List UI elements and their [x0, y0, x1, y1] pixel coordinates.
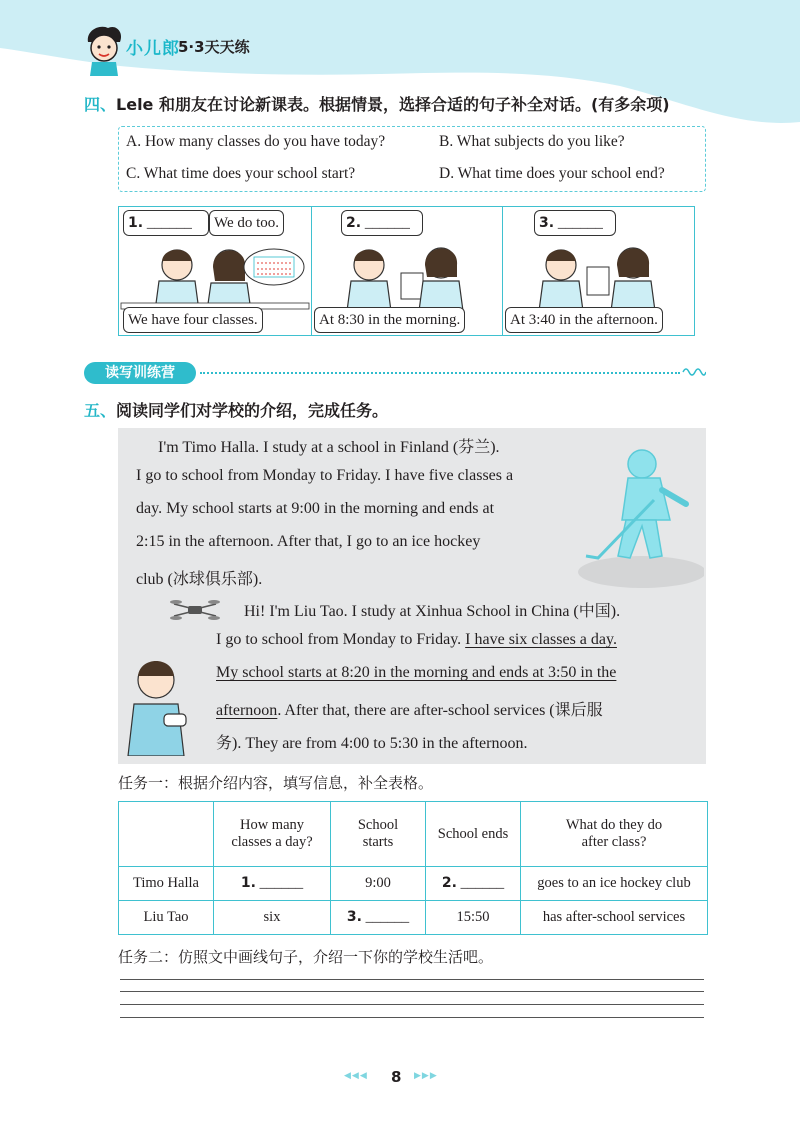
table-header-row	[119, 802, 708, 867]
task1-instruction: 任务一：根据介绍内容，填写信息，补全表格。	[118, 774, 434, 792]
row-starts: 9:00	[331, 867, 426, 901]
table-row	[119, 867, 708, 901]
page-number: 8	[391, 1068, 402, 1086]
panel3-question-bubble: 3. ______	[534, 210, 616, 236]
option-d: D. What time does your school end?	[439, 165, 665, 182]
section5-heading	[84, 398, 388, 421]
row-name: Liu Tao	[119, 901, 214, 935]
underlined-sentence: I have six classes a day.	[465, 631, 617, 648]
panel1-characters	[121, 249, 309, 311]
section5-number: 五、	[84, 401, 117, 420]
reading-passage	[118, 428, 706, 764]
row-classes: six	[214, 901, 331, 935]
blank-1[interactable]: 1. ______	[214, 867, 331, 901]
brand-name: 小儿郎	[126, 39, 180, 59]
table-header-empty	[119, 802, 214, 867]
para2-line4: afternoon. After that, there are after-school services (课后服	[216, 702, 603, 719]
task2-instruction: 任务二：仿照文中画线句子，介绍一下你的学校生活吧。	[118, 948, 494, 966]
row-after-class: goes to an ice hockey club	[521, 867, 708, 901]
para2-line3: My school starts at 8:20 in the morning and ends at 3:50 in the	[216, 664, 617, 681]
panel2-answer-bubble: At 8:30 in the morning.	[314, 307, 465, 333]
reading-writing-tag: 读写训练营	[84, 362, 196, 384]
table-header-starts: School starts	[331, 802, 426, 867]
para2-line5: 务). They are from 4:00 to 5:30 in the afternoon.	[216, 735, 528, 752]
boy-with-controller-illustration	[120, 656, 190, 756]
writing-line[interactable]	[120, 991, 704, 992]
section4-number: 四、	[84, 95, 117, 114]
writing-line[interactable]	[120, 1017, 704, 1018]
para1-line1: I'm Timo Halla. I study at a school in Finland (芬兰).	[158, 439, 500, 456]
panel1-question-bubble: 1. ______	[123, 210, 209, 236]
mascot-logo-icon	[82, 24, 126, 76]
panel1-reply-bubble: We do too.	[209, 210, 284, 236]
para1-line5: club (冰球俱乐部).	[136, 571, 263, 588]
dialogue-comic	[118, 206, 695, 336]
series-title: 5·3天天练	[178, 38, 250, 56]
option-a: A. How many classes do you have today?	[126, 133, 386, 150]
row-after-class: has after-school services	[521, 901, 708, 935]
drone-icon	[170, 596, 220, 624]
row-ends: 15:50	[426, 901, 521, 935]
table-header-classes: How many classes a day?	[214, 802, 331, 867]
panel1-answer-bubble: We have four classes.	[123, 307, 263, 333]
info-table	[118, 801, 708, 935]
blank-3[interactable]: 3. ______	[331, 901, 426, 935]
wave-end-icon	[682, 366, 706, 378]
ice-hockey-player-illustration	[558, 440, 704, 588]
para1-line4: 2:15 in the afternoon. After that, I go to an ice hockey	[136, 533, 481, 550]
table-header-ends: School ends	[426, 802, 521, 867]
panel3-answer-bubble: At 3:40 in the afternoon.	[505, 307, 663, 333]
section4-heading	[84, 92, 670, 115]
para2-line2: I go to school from Monday to Friday. I have six classes a day.	[216, 631, 617, 648]
panel2-question-bubble: 2. ______	[341, 210, 423, 236]
section4-instruction: Lele 和朋友在讨论新课表。根据情景，选择合适的句子补全对话。(有多余项)	[116, 95, 670, 114]
table-row	[119, 901, 708, 935]
option-c: C. What time does your school start?	[126, 165, 356, 182]
row-name: Timo Halla	[119, 867, 214, 901]
panel2-characters	[347, 248, 463, 311]
writing-line[interactable]	[120, 1004, 704, 1005]
writing-line[interactable]	[120, 979, 704, 980]
table-header-after-class: What do they do after class?	[521, 802, 708, 867]
option-b: B. What subjects do you like?	[439, 133, 625, 150]
para1-line3: day. My school starts at 9:00 in the morning and ends at	[136, 500, 495, 517]
footer-right-arrows-icon: ▶▶▶	[414, 1071, 438, 1081]
para2-line1: Hi! I'm Liu Tao. I study at Xinhua School in China (中国).	[244, 603, 621, 620]
panel3-characters	[539, 248, 655, 311]
blank-2[interactable]: 2. ______	[426, 867, 521, 901]
para1-line2: I go to school from Monday to Friday. I have five classes a	[136, 467, 514, 484]
reading-writing-divider	[200, 372, 680, 374]
footer-left-arrows-icon: ◀◀◀	[344, 1071, 368, 1081]
section5-instruction: 阅读同学们对学校的介绍，完成任务。	[116, 401, 389, 420]
